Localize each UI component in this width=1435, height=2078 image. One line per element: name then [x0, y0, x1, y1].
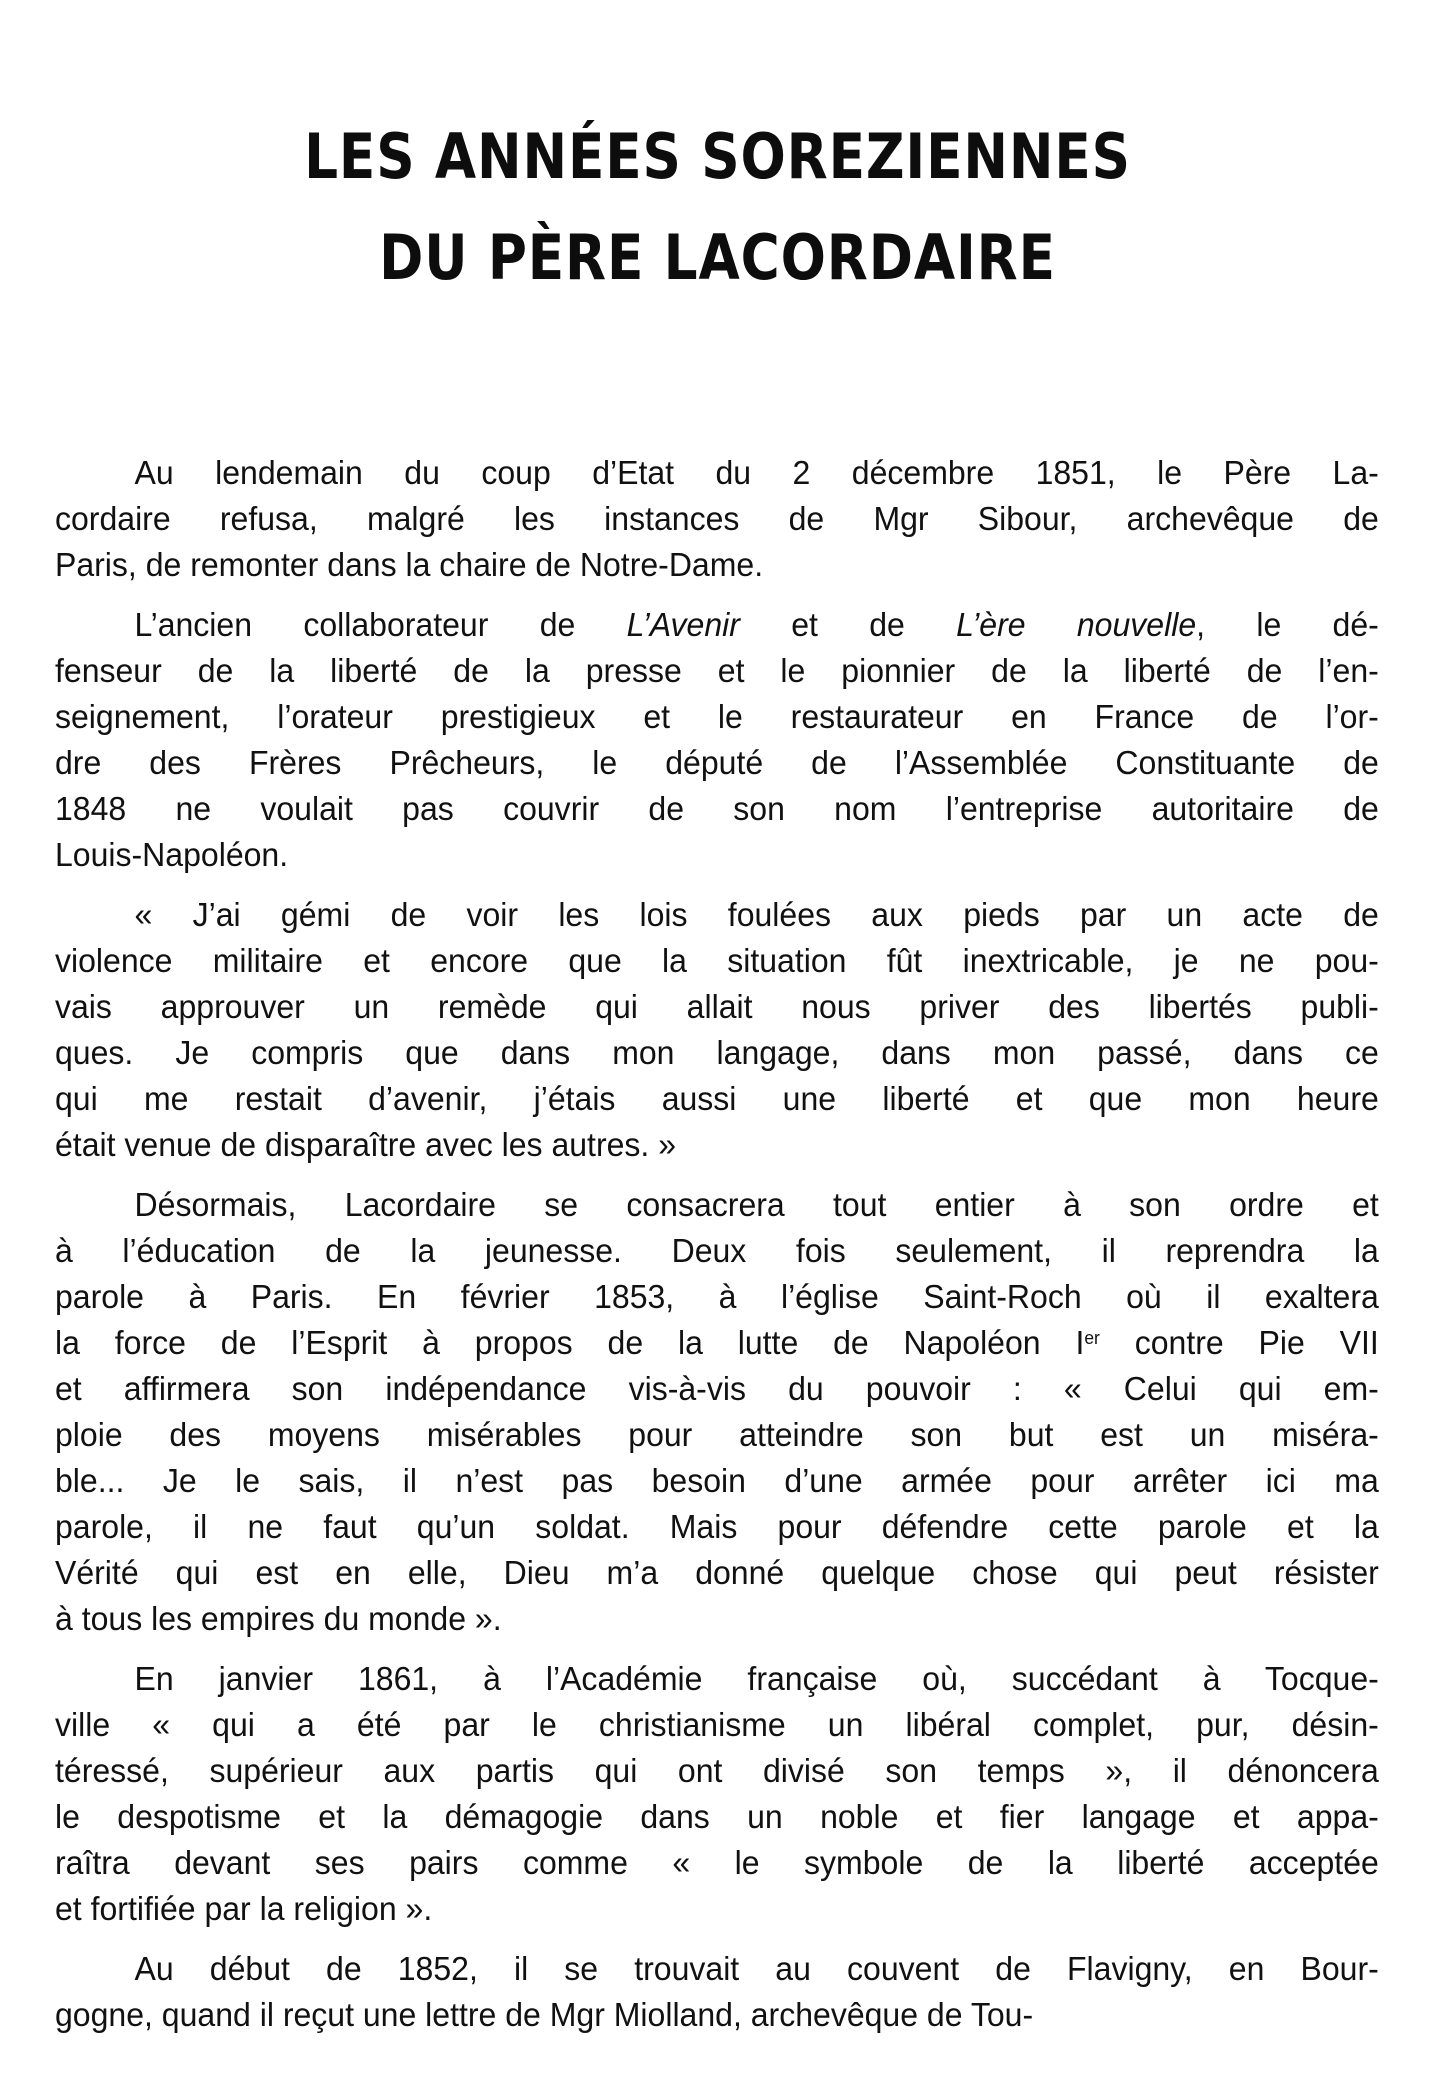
paragraph — [55, 1656, 1380, 1932]
article-title-line-2: DU PÈRE LACORDAIRE — [379, 220, 1056, 294]
text-line: vais approuver un remède qui allait nous priver des libertés publi- — [55, 988, 1379, 1025]
text-line: fenseur de la liberté de la presse et le pionnier de la liberté de l’en- — [55, 652, 1379, 689]
paragraph — [55, 892, 1380, 1168]
text-line: ville « qui a été par le christianisme un libéral complet, pur, désin- — [55, 1706, 1379, 1743]
text-line: seignement, l’orateur prestigieux et le restaurateur en France de l’or- — [55, 698, 1379, 735]
text-line: à tous les empires du monde ». — [55, 1600, 502, 1637]
text-line: 1848 ne voulait pas couvrir de son nom l’entreprise autoritaire de — [55, 790, 1379, 827]
text-line: L’ancien collaborateur de L’Avenir et de L’ère nouvelle, le dé- — [134, 606, 1379, 643]
paragraph — [55, 450, 1380, 588]
paragraph — [55, 1946, 1380, 2038]
text-line: le despotisme et la démagogie dans un noble et fier langage et appa- — [55, 1798, 1379, 1835]
text-line: ques. Je compris que dans mon langage, dans mon passé, dans ce — [55, 1034, 1379, 1071]
text-line: la force de l’Esprit à propos de la lutte de Napoléon Ier contre Pie VII — [55, 1324, 1379, 1361]
text-line: En janvier 1861, à l’Académie française où, succédant à Tocque- — [134, 1660, 1379, 1697]
text-line: parole, il ne faut qu’un soldat. Mais pour défendre cette parole et la — [55, 1508, 1379, 1545]
superscript: er — [1084, 1328, 1100, 1348]
article-body — [55, 450, 1380, 2052]
text-line: était venue de disparaître avec les autres. » — [55, 1126, 677, 1163]
text-line: Au lendemain du coup d’Etat du 2 décembre 1851, le Père La- — [134, 454, 1379, 491]
text-line: raîtra devant ses pairs comme « le symbole de la liberté acceptée — [55, 1844, 1379, 1881]
paragraph — [55, 602, 1380, 878]
text-line: parole à Paris. En février 1853, à l’église Saint-Roch où il exaltera — [55, 1278, 1379, 1315]
text-line: Vérité qui est en elle, Dieu m’a donné quelque chose qui peut résister — [55, 1554, 1379, 1591]
text-line: gogne, quand il reçut une lettre de Mgr Miolland, archevêque de Tou- — [55, 1996, 1034, 2033]
text-line: et fortifiée par la religion ». — [55, 1890, 433, 1927]
text-line: violence militaire et encore que la situation fût inextricable, je ne pou- — [55, 942, 1379, 979]
paragraph — [55, 1182, 1380, 1642]
text-line: « J’ai gémi de voir les lois foulées aux pieds par un acte de — [134, 896, 1379, 933]
text-line: cordaire refusa, malgré les instances de Mgr Sibour, archevêque de — [55, 500, 1379, 537]
text-line: Louis-Napoléon. — [55, 836, 289, 873]
text-line: Au début de 1852, il se trouvait au couvent de Flavigny, en Bour- — [134, 1950, 1379, 1987]
text-line: ploie des moyens misérables pour atteindre son but est un miséra- — [55, 1416, 1379, 1453]
text-line: qui me restait d’avenir, j’étais aussi une liberté et que mon heure — [55, 1080, 1379, 1117]
text-line: téressé, supérieur aux partis qui ont divisé son temps », il dénoncera — [55, 1752, 1379, 1789]
article-title-line-1: LES ANNÉES SOREZIENNES — [304, 119, 1131, 193]
publication-title: L’Avenir — [626, 606, 740, 643]
text-line: Paris, de remonter dans la chaire de Notre-Dame. — [55, 546, 764, 583]
text-line: dre des Frères Prêcheurs, le député de l’Assemblée Constituante de — [55, 744, 1379, 781]
text-line: Désormais, Lacordaire se consacrera tout entier à son ordre et — [134, 1186, 1379, 1223]
text-line: à l’éducation de la jeunesse. Deux fois seulement, il reprendra la — [55, 1232, 1379, 1269]
text-line: et affirmera son indépendance vis-à-vis du pouvoir : « Celui qui em- — [55, 1370, 1379, 1407]
text-line: ble... Je le sais, il n’est pas besoin d’une armée pour arrêter ici ma — [55, 1462, 1379, 1499]
publication-title: L’ère nouvelle — [956, 606, 1197, 643]
